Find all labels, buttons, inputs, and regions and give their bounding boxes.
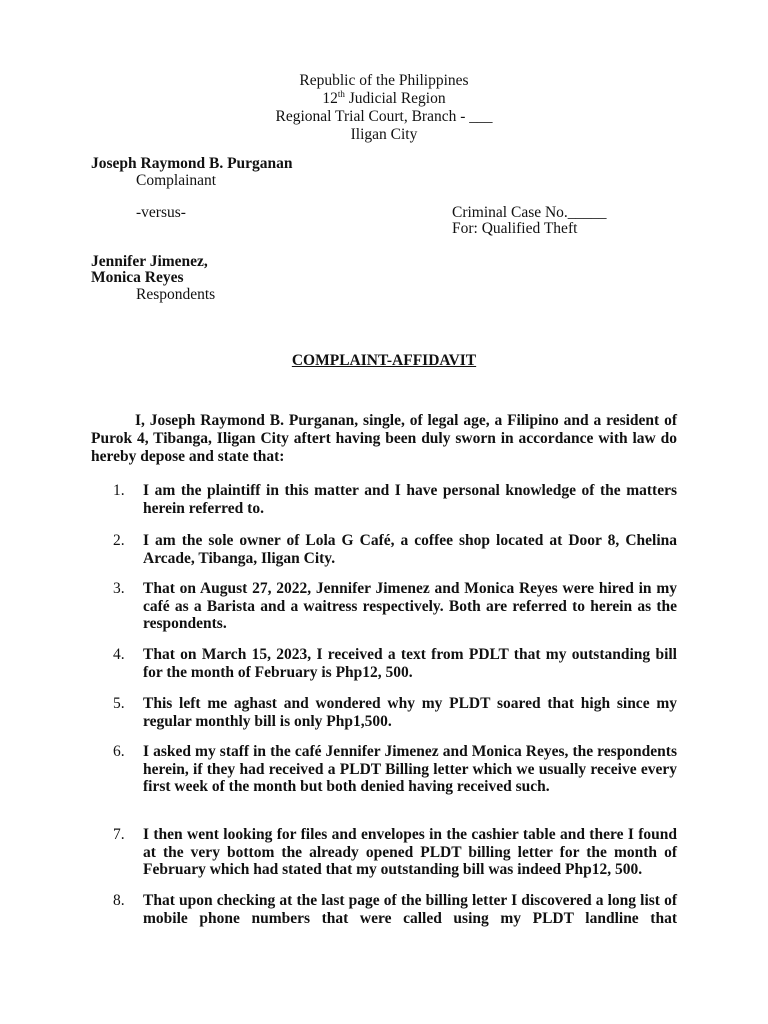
list-item	[91, 532, 677, 567]
header-region-text: Judicial Region	[344, 90, 446, 107]
list-item	[91, 892, 677, 927]
list-item	[91, 695, 677, 730]
list-item-text: I then went looking for files and envelopes in the cashier table and there I found at the very bottom the already opened PLDT billing letter for the month of February which had stated that my outstanding bill was indeed Php12, 500.	[143, 826, 677, 878]
list-item	[91, 743, 677, 796]
list-item-number: 1.	[113, 482, 125, 499]
header-republic: Republic of the Philippines	[299, 72, 469, 89]
list-item-text: I asked my staff in the café Jennifer Jimenez and Monica Reyes, the respondents herein, if they had received a PLDT Billing letter which we usually receive every first week of the month but both denied having received such.	[143, 743, 677, 795]
list-item-number: 7.	[113, 826, 125, 843]
case-charge: For: Qualified Theft	[452, 220, 578, 237]
list-item-text: I am the sole owner of Lola G Café, a coffee shop located at Door 8, Chelina Arcade, Tibanga, Iligan City.	[143, 532, 677, 567]
intro-paragraph: I, Joseph Raymond B. Purganan, single, of legal age, a Filipino and a resident of Purok 4, Tibanga, Iligan City aftert having been duly sworn in accordance with law do hereby depose and state that:	[91, 412, 677, 465]
list-item-number: 4.	[113, 646, 125, 663]
list-item-number: 3.	[113, 580, 125, 597]
header-region-suffix: th	[337, 89, 345, 99]
list-item-text: This left me aghast and wondered why my PLDT soared that high since my regular monthly bill is only Php1,500.	[143, 695, 677, 730]
list-item	[91, 646, 677, 681]
list-item-text: That upon checking at the last page of the billing letter I discovered a long list of mobile phone numbers that were called using my PLDT landline that	[143, 892, 677, 927]
list-item-text: That on August 27, 2022, Jennifer Jimenez and Monica Reyes were hired in my café as a Barista and a waitress respectively. Both are referred to herein as the respondents.	[143, 580, 677, 632]
header-city: Iligan City	[350, 126, 418, 143]
complainant-name: Joseph Raymond B. Purganan	[91, 155, 293, 172]
list-item	[91, 826, 677, 879]
list-item-number: 6.	[113, 743, 125, 760]
respondent-role: Respondents	[136, 286, 216, 303]
list-item-text: I am the plaintiff in this matter and I have personal knowledge of the matters herein referred to.	[143, 482, 677, 517]
list-item	[91, 580, 677, 633]
list-item	[91, 482, 677, 517]
respondent-name-1: Jennifer Jimenez,	[91, 253, 208, 270]
header-region	[0, 90, 768, 108]
court-header	[0, 72, 768, 144]
versus-label: -versus-	[136, 204, 186, 221]
complainant-role: Complainant	[136, 172, 217, 189]
case-number: Criminal Case No._____	[452, 204, 607, 221]
list-item-number: 5.	[113, 695, 125, 712]
header-region-number: 12	[322, 90, 338, 107]
list-item-number: 2.	[113, 532, 125, 549]
respondent-name-2: Monica Reyes	[91, 269, 184, 286]
document-title: COMPLAINT-AFFIDAVIT	[291, 352, 477, 369]
list-item-number: 8.	[113, 892, 125, 909]
header-court: Regional Trial Court, Branch - ___	[275, 108, 493, 125]
list-item-text: That on March 15, 2023, I received a text from PDLT that my outstanding bill for the month of February is Php12, 500.	[143, 646, 677, 681]
